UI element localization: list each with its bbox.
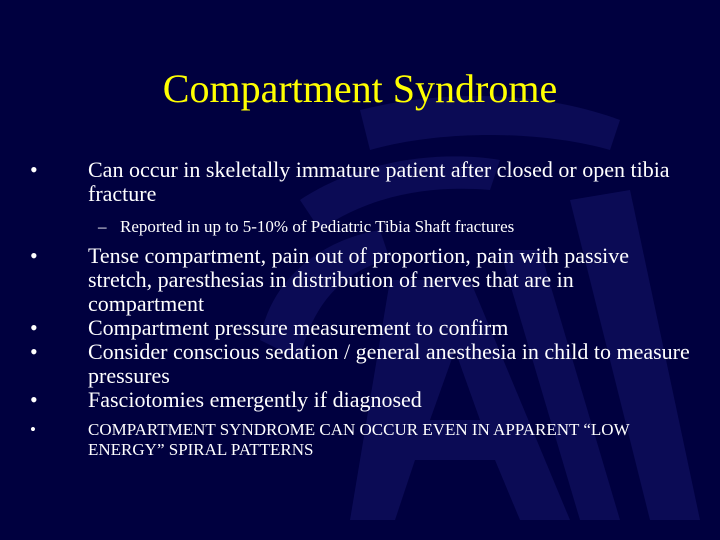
slide-title: Compartment Syndrome [162, 66, 558, 111]
bullet-text: Fasciotomies emergently if diagnosed [88, 387, 422, 412]
bullet-marker: • [30, 339, 38, 364]
bullet-marker: • [30, 420, 36, 439]
bullet-item [30, 420, 690, 460]
bullet-text: Consider conscious sedation / general anesthesia in child to measure pressures [88, 339, 690, 388]
bullet-text: Tense compartment, pain out of proportion, pain with passive stretch, paresthesias in distribution of nerves that are in compartment [88, 243, 630, 316]
bullet-item [30, 244, 690, 316]
bullet-item [30, 340, 690, 388]
bullet-list [30, 158, 690, 460]
bullet-text: COMPARTMENT SYNDROME CAN OCCUR EVEN IN APPARENT “LOW ENERGY” SPIRAL PATTERNS [88, 420, 630, 459]
bullet-marker: • [30, 315, 38, 340]
bullet-text: Compartment pressure measurement to confirm [88, 315, 509, 340]
bullet-marker: • [30, 157, 38, 182]
bullet-item [30, 388, 690, 412]
bullet-text: Can occur in skeletally immature patient after closed or open tibia fracture [88, 157, 670, 206]
sub-bullet-text: Reported in up to 5-10% of Pediatric Tibia Shaft fractures [120, 217, 515, 236]
bullet-item [30, 316, 690, 340]
bullet-marker: • [30, 243, 38, 268]
bullet-item [30, 158, 690, 206]
bullet-marker: • [30, 387, 38, 412]
sub-bullet-marker: – [98, 217, 107, 236]
sub-bullet-item [30, 216, 690, 238]
